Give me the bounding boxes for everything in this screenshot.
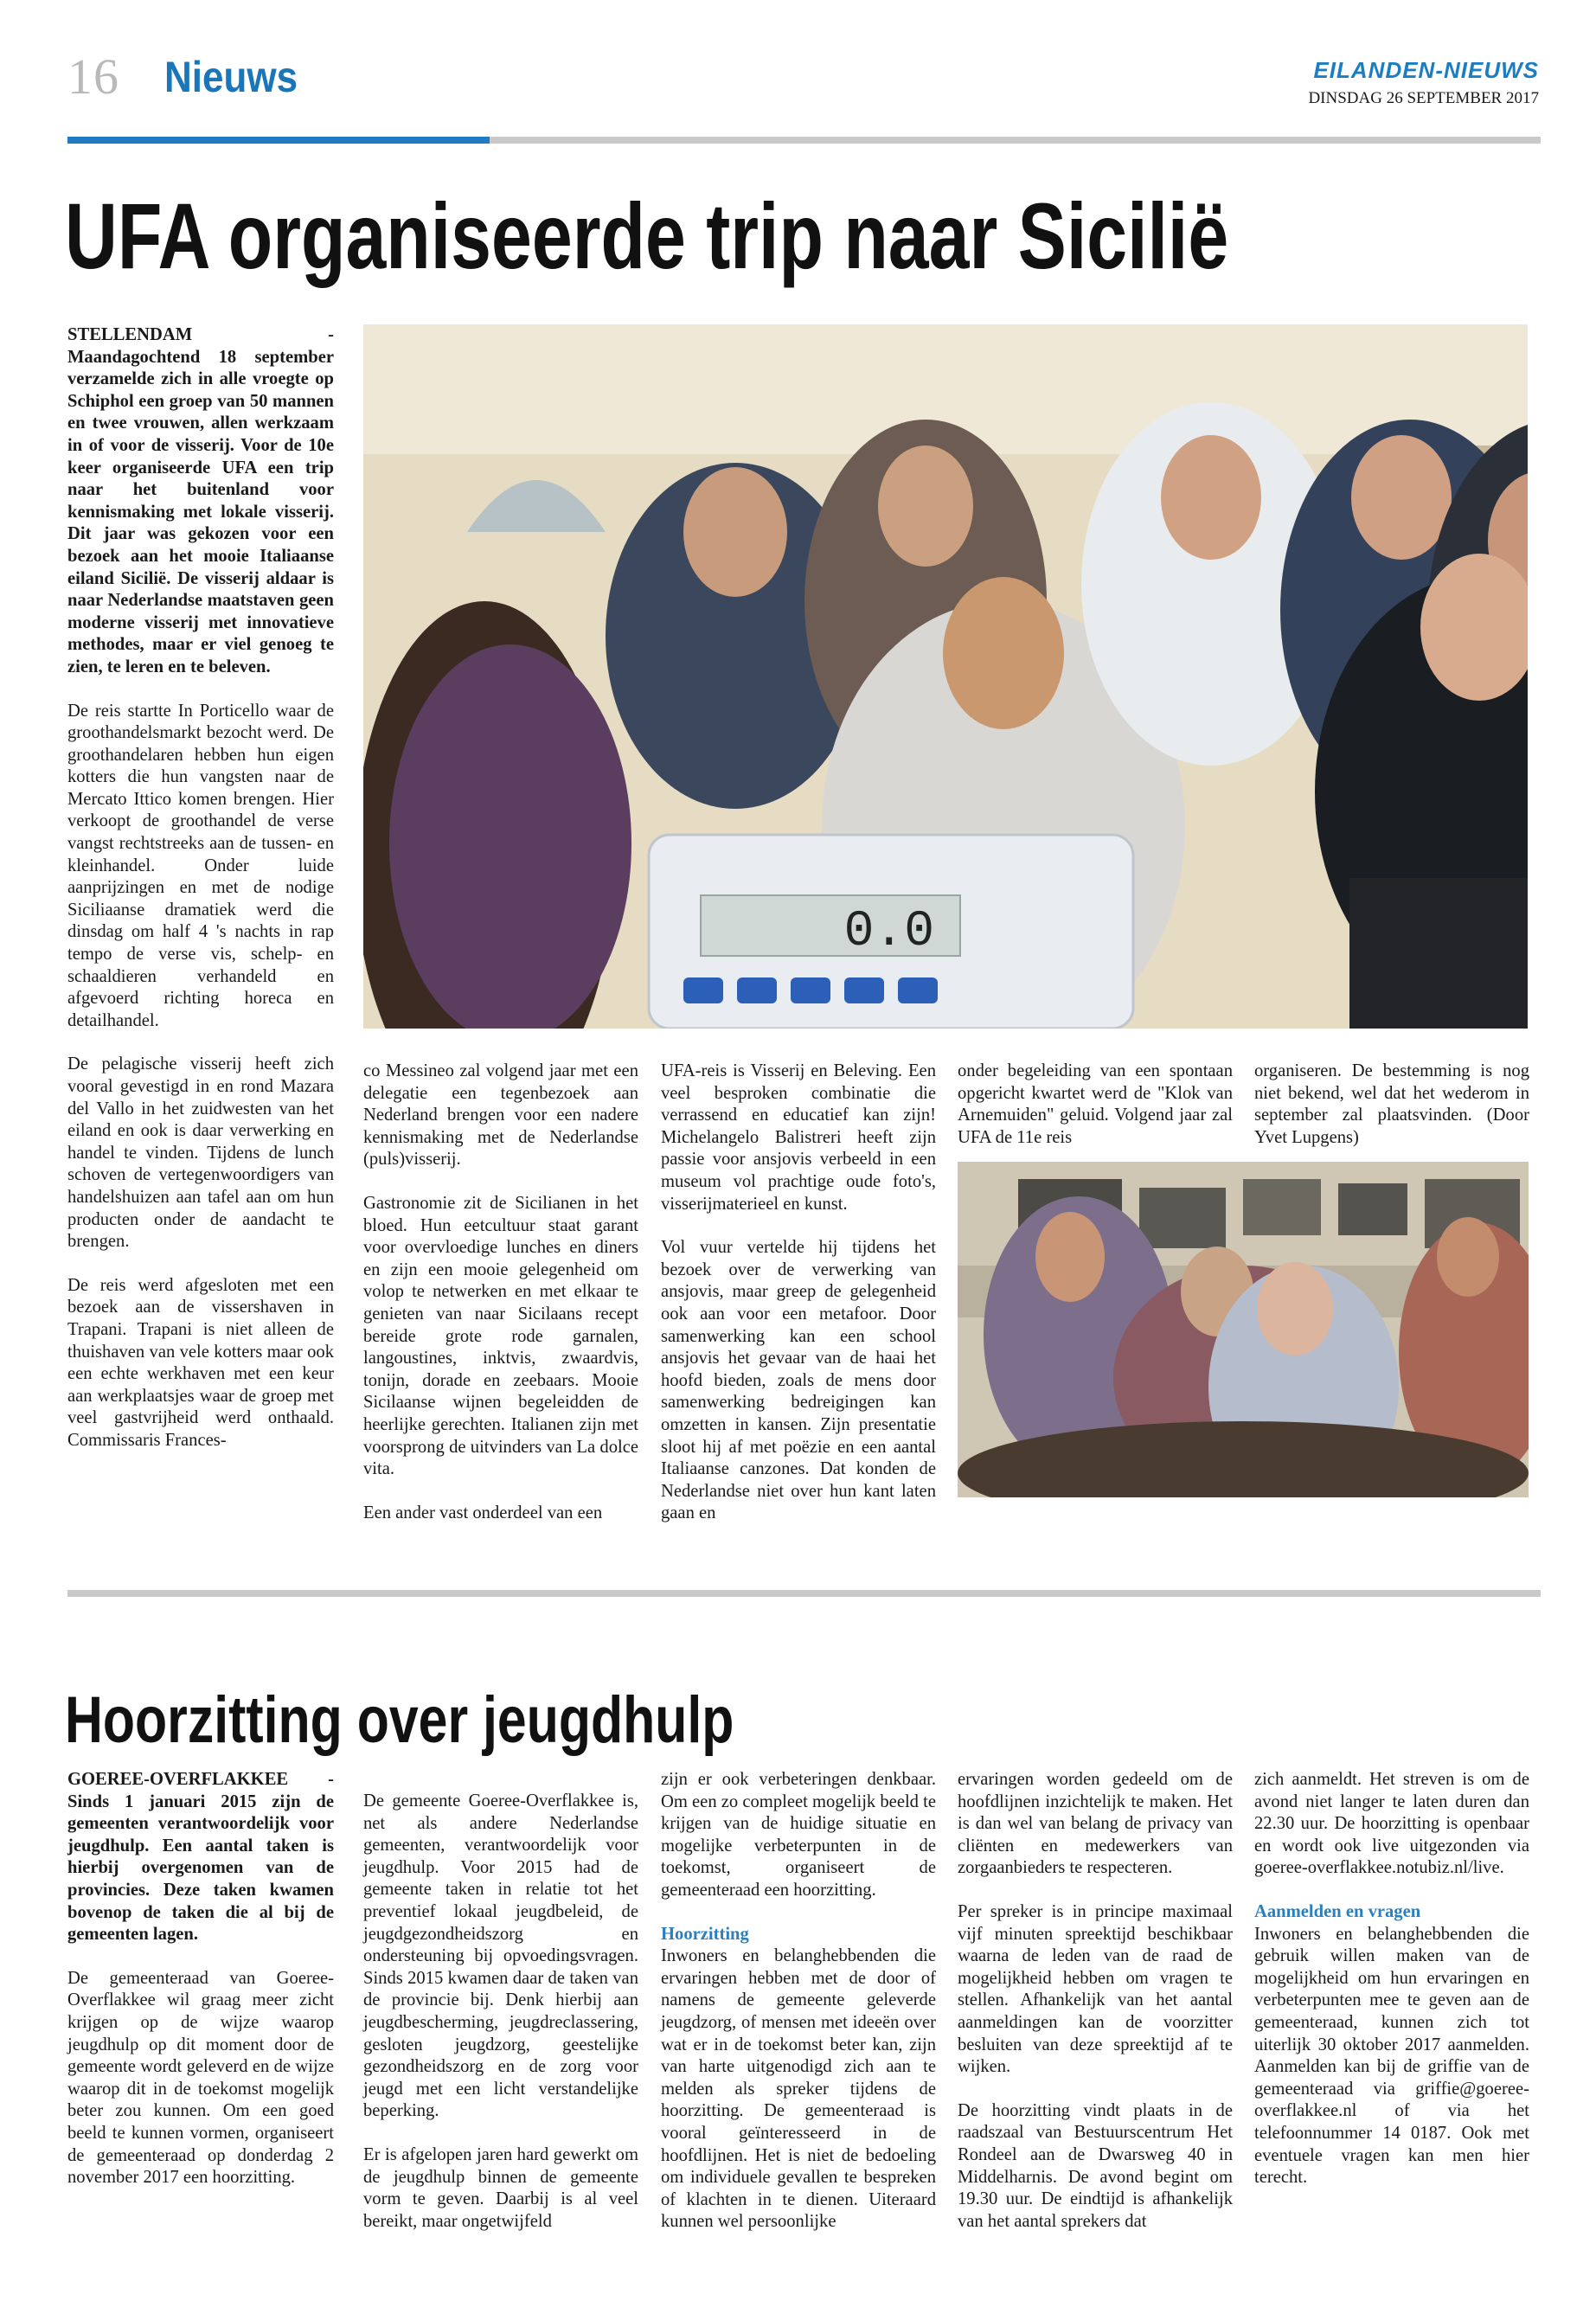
paragraph: Een ander vast onderdeel van een (363, 1503, 603, 1522)
paragraph: Inwoners en belanghebbenden die ervaringen hebben met de door of namens de gemeente geleverde jeugdzorg, of mensen met ideeën over wat er in de toekomst beter kan, zijn van harte uitgenodigd zich aan te melden als spreker tijdens de hoorzitting. De gemeenteraad is vooral geïnteresseerd in de hoofdlijnen. Het is niet de bedoeling om individuele gevallen te bespreken of klachten in te dienen. Uiteraard kunnen wel persoonlijke (661, 1946, 936, 2232)
paragraph: Vol vuur vertelde hij tijdens het bezoek over de verwerking van ansjovis, maar greep de gelegenheid ook aan voor een metafoor. Door samenwerking kan een school ansjovis het gevaar van de haai het hoofd bieden, zoals de mens door samenwerking bedreigingen kan omzetten in kansen. Zijn presentatie sloot hij af met poëzie en een aantal Italiaanse canzones. Dat konden de Nederlandse niet over hun kant laten gaan en (661, 1238, 936, 1523)
header-rule (67, 137, 1541, 144)
paragraph: De gemeenteraad van Goeree-Overflakkee wil graag meer zicht krijgen op de wijze waarop jeugdhulp op dit moment door de gemeente wordt geleverd en de wijze waarop dit in de toekomst mogelijk beter zou kunnen. Om een goed beeld te kunnen vormen, organiseert de gemeenteraad op donderdag 2 november 2017 een hoorzitting. (67, 1968, 334, 2188)
article-2-column-1 (67, 1769, 334, 2211)
page-number: 16 (67, 48, 119, 105)
paragraph: zich aanmeldt. Het streven is om de avond niet langer te laten duren dan 22.30 uur. De hoorzitting is openbaar en wordt ook live uitgezonden via goeree-overflakkee.notubiz.nl/live. (1254, 1770, 1529, 1878)
paragraph: Gastronomie zit de Sicilianen in het bloed. Hun eetcultuur staat garant voor overvloedige lunches en diners en zijn een mooie gelegenheid om volop te netwerken en met elkaar te genieten van naar Sicilaans recept bereide grote rode garnalen, langoustines, inktvis, zwaardvis, tonijn, dorade en zeebaars. Mooie Sicilaanse wijnen begeleidden de heerlijke gerechten. Italianen zijn met voorsprong de uitvinders van La dolce vita. (363, 1193, 638, 1479)
article-2-headline: Hoorzitting over jeugdhulp (65, 1683, 734, 1757)
paragraph: onder begeleiding van een spontaan opgericht kwartet werd de "Klok van Arnemuiden" geluid. Volgend jaar zal UFA de 11e reis (958, 1061, 1233, 1147)
paragraph: De pelagische visserij heeft zich vooral gevestigd in en rond Mazara del Vallo in het zuidwesten van het eiland en ook is daar verwerking en handel te vinden. Tijdens de lunch schoven de vertegenwoordigers van handelshuizen aan tafel aan om hun producten onder de aandacht te brengen. (67, 1054, 334, 1252)
paragraph: Er is afgelopen jaren hard gewerkt om de jeugdhulp binnen de gemeente vorm te geven. Daarbij is al veel bereikt, maar ongetwijfeld (363, 2144, 638, 2231)
paragraph: UFA-reis is Visserij en Beleving. Een veel besproken combinatie die verrassend en educatief kan zijn! Michelangelo Balistreri heeft zijn passie voor ansjovis verbeeld in een museum vol prachtige oude foto's, visserijmaterieel en kunst. (661, 1061, 936, 1214)
article-2-column-2 (363, 1791, 638, 2254)
paragraph: co Messineo zal volgend jaar met een delegatie een tegenbezoek aan Nederland brengen voor een nadere kennismaking met de Nederlandse (puls)visserij. (363, 1061, 638, 1170)
issue-date: DINSDAG 26 SEPTEMBER 2017 (1308, 89, 1539, 107)
paragraph: De reis werd afgesloten met een bezoek aan de vissershaven in Trapani. Trapani is niet alleen de thuishaven van vele kotters maar ook een echte werkhaven met een keur aan werkplaatsjes waar de groep met veel gastvrijheid werd onthaald. Commissaris Frances- (67, 1275, 334, 1450)
subheading-hoorzitting: Hoorzitting (661, 1924, 749, 1944)
section-divider (67, 1590, 1541, 1597)
article-1-column-1 (67, 324, 334, 1474)
section-title: Nieuws (164, 53, 298, 101)
paragraph: organiseren. De bestemming is nog niet bekend, wel dat het wederom in september zal plaatsvinden. (Door Yvet Lupgens) (1254, 1061, 1529, 1147)
subheading-aanmelden: Aanmelden en vragen (1254, 1901, 1421, 1921)
article-1-column-3 (661, 1061, 936, 1547)
article-1-column-2 (363, 1061, 638, 1546)
article-2-column-3 (661, 1769, 936, 2255)
paragraph: De hoorzitting vindt plaats in de raadszaal van Bestuurscentrum Het Rondeel aan de Dwarsweg 40 in Middelharnis. De avond begint om 19.30 uur. De eindtijd is afhankelijk van het aantal sprekers dat (958, 2100, 1233, 2231)
article-1-column-4 (958, 1061, 1233, 1170)
paragraph: Per spreker is in principe maximaal vijf minuten spreektijd beschikbaar waarna de leden van de raad de mogelijkheid hebben om vragen te stellen. Afhankelijk van het aantal aanmeldingen kan de voorzitter besluiten van deze spreektijd af te wijken. (958, 1901, 1233, 2077)
article-1-headline: UFA organiseerde trip naar Sicilië (65, 183, 1229, 288)
article-2-column-4 (958, 1769, 1233, 2254)
paragraph: zijn er ook verbeteringen denkbaar. Om een zo compleet mogelijk beeld te krijgen van de huidige situatie en mogelijke verbeterpunten in de toekomst, organiseert de gemeenteraad een hoorzitting. (661, 1770, 936, 1900)
museum-group-photo (958, 1162, 1529, 1497)
article-1-column-5 (1254, 1061, 1529, 1170)
paragraph: De reis startte In Porticello waar de groothandelsmarkt bezocht werd. De groothandelaren hebben hun eigen kotters die hun vangsten naar de Mercato Ittico komen brengen. Hier verkoopt de groothandel de verse vangst rechtstreeks aan de tussen- en kleinhandel. Onder luide aanprijzingen en met de nodige Siciliaanse dramatiek werd die dinsdag om half 4 's nachts in rap tempo de verse vis, schelp- en schaaldieren verhandeld en afgevoerd richting horeca en detailhandel. (67, 701, 334, 1030)
article-2-column-5 (1254, 1769, 1529, 2211)
article-2-lead: GOEREE-OVERFLAKKEE - Sinds 1 januari 2015 zijn de gemeenten verantwoordelijk voor jeugdhulp. Een aantal taken is hierbij overgenomen van de provincies. Deze taken kwamen bovenop de taken die al bij de gemeenten lagen. (67, 1770, 334, 1945)
paragraph: ervaringen worden gedeeld om de hoofdlijnen inzichtelijk te maken. Het is dan wel van belang de privacy van cliënten en medewerkers van zorgaanbieders te respecteren. (958, 1770, 1233, 1878)
paragraph: Inwoners en belanghebbenden die gebruik willen maken van de mogelijkheid om hun ervaringen en verbeterpunten mee te geven aan de gemeenteraad, kunnen zich tot uiterlijk 30 oktober 2017 aanmelden. Aanmelden kan bij de griffie van de gemeenteraad via griffie@goeree-overflakkee.nl of via het telefoonnummer 14 0187. Ook met eventuele vragen kan men hier terecht. (1254, 1924, 1529, 2188)
newspaper-brand: EILANDEN-NIEUWS (1313, 57, 1539, 83)
paragraph: De gemeente Goeree-Overflakkee is, net als andere Nederlandse gemeenten, verantwoordelijk voor jeugdhulp. Voor 2015 had de gemeente taken in relatie tot het preventief lokaal jeugdbeleid, de jeugdgezondheidszorg en ondersteuning bij opvoedingsvragen. Sinds 2015 kwamen daar de taken van de provincie bij. Denk hierbij aan jeugdbescherming, jeugdreclassering, gesloten jeugdzorg, geestelijke gezondheidszorg en de zorg voor jeugd met een licht verstandelijke beperking. (363, 1791, 638, 2121)
article-1-lead: STELLENDAM - Maandagochtend 18 september verzamelde zich in alle vroegte op Schiphol een groep van 50 mannen en twee vrouwen, allen werkzaam in of voor de visserij. Voor de 10e keer organiseerde UFA een trip naar het buitenland voor kennismaking met lokale visserij. Dit jaar was gekozen voor een bezoek aan het mooie Italiaanse eiland Sicilië. De visserij aldaar is naar Nederlandse maatstaven geen moderne visserij met innovatieve methodes, maar er viel genoeg te zien, te leren en te beleven. (67, 325, 334, 676)
group-at-scale-photo (363, 324, 1528, 1029)
scale-display-text: 0.0 (843, 904, 934, 960)
